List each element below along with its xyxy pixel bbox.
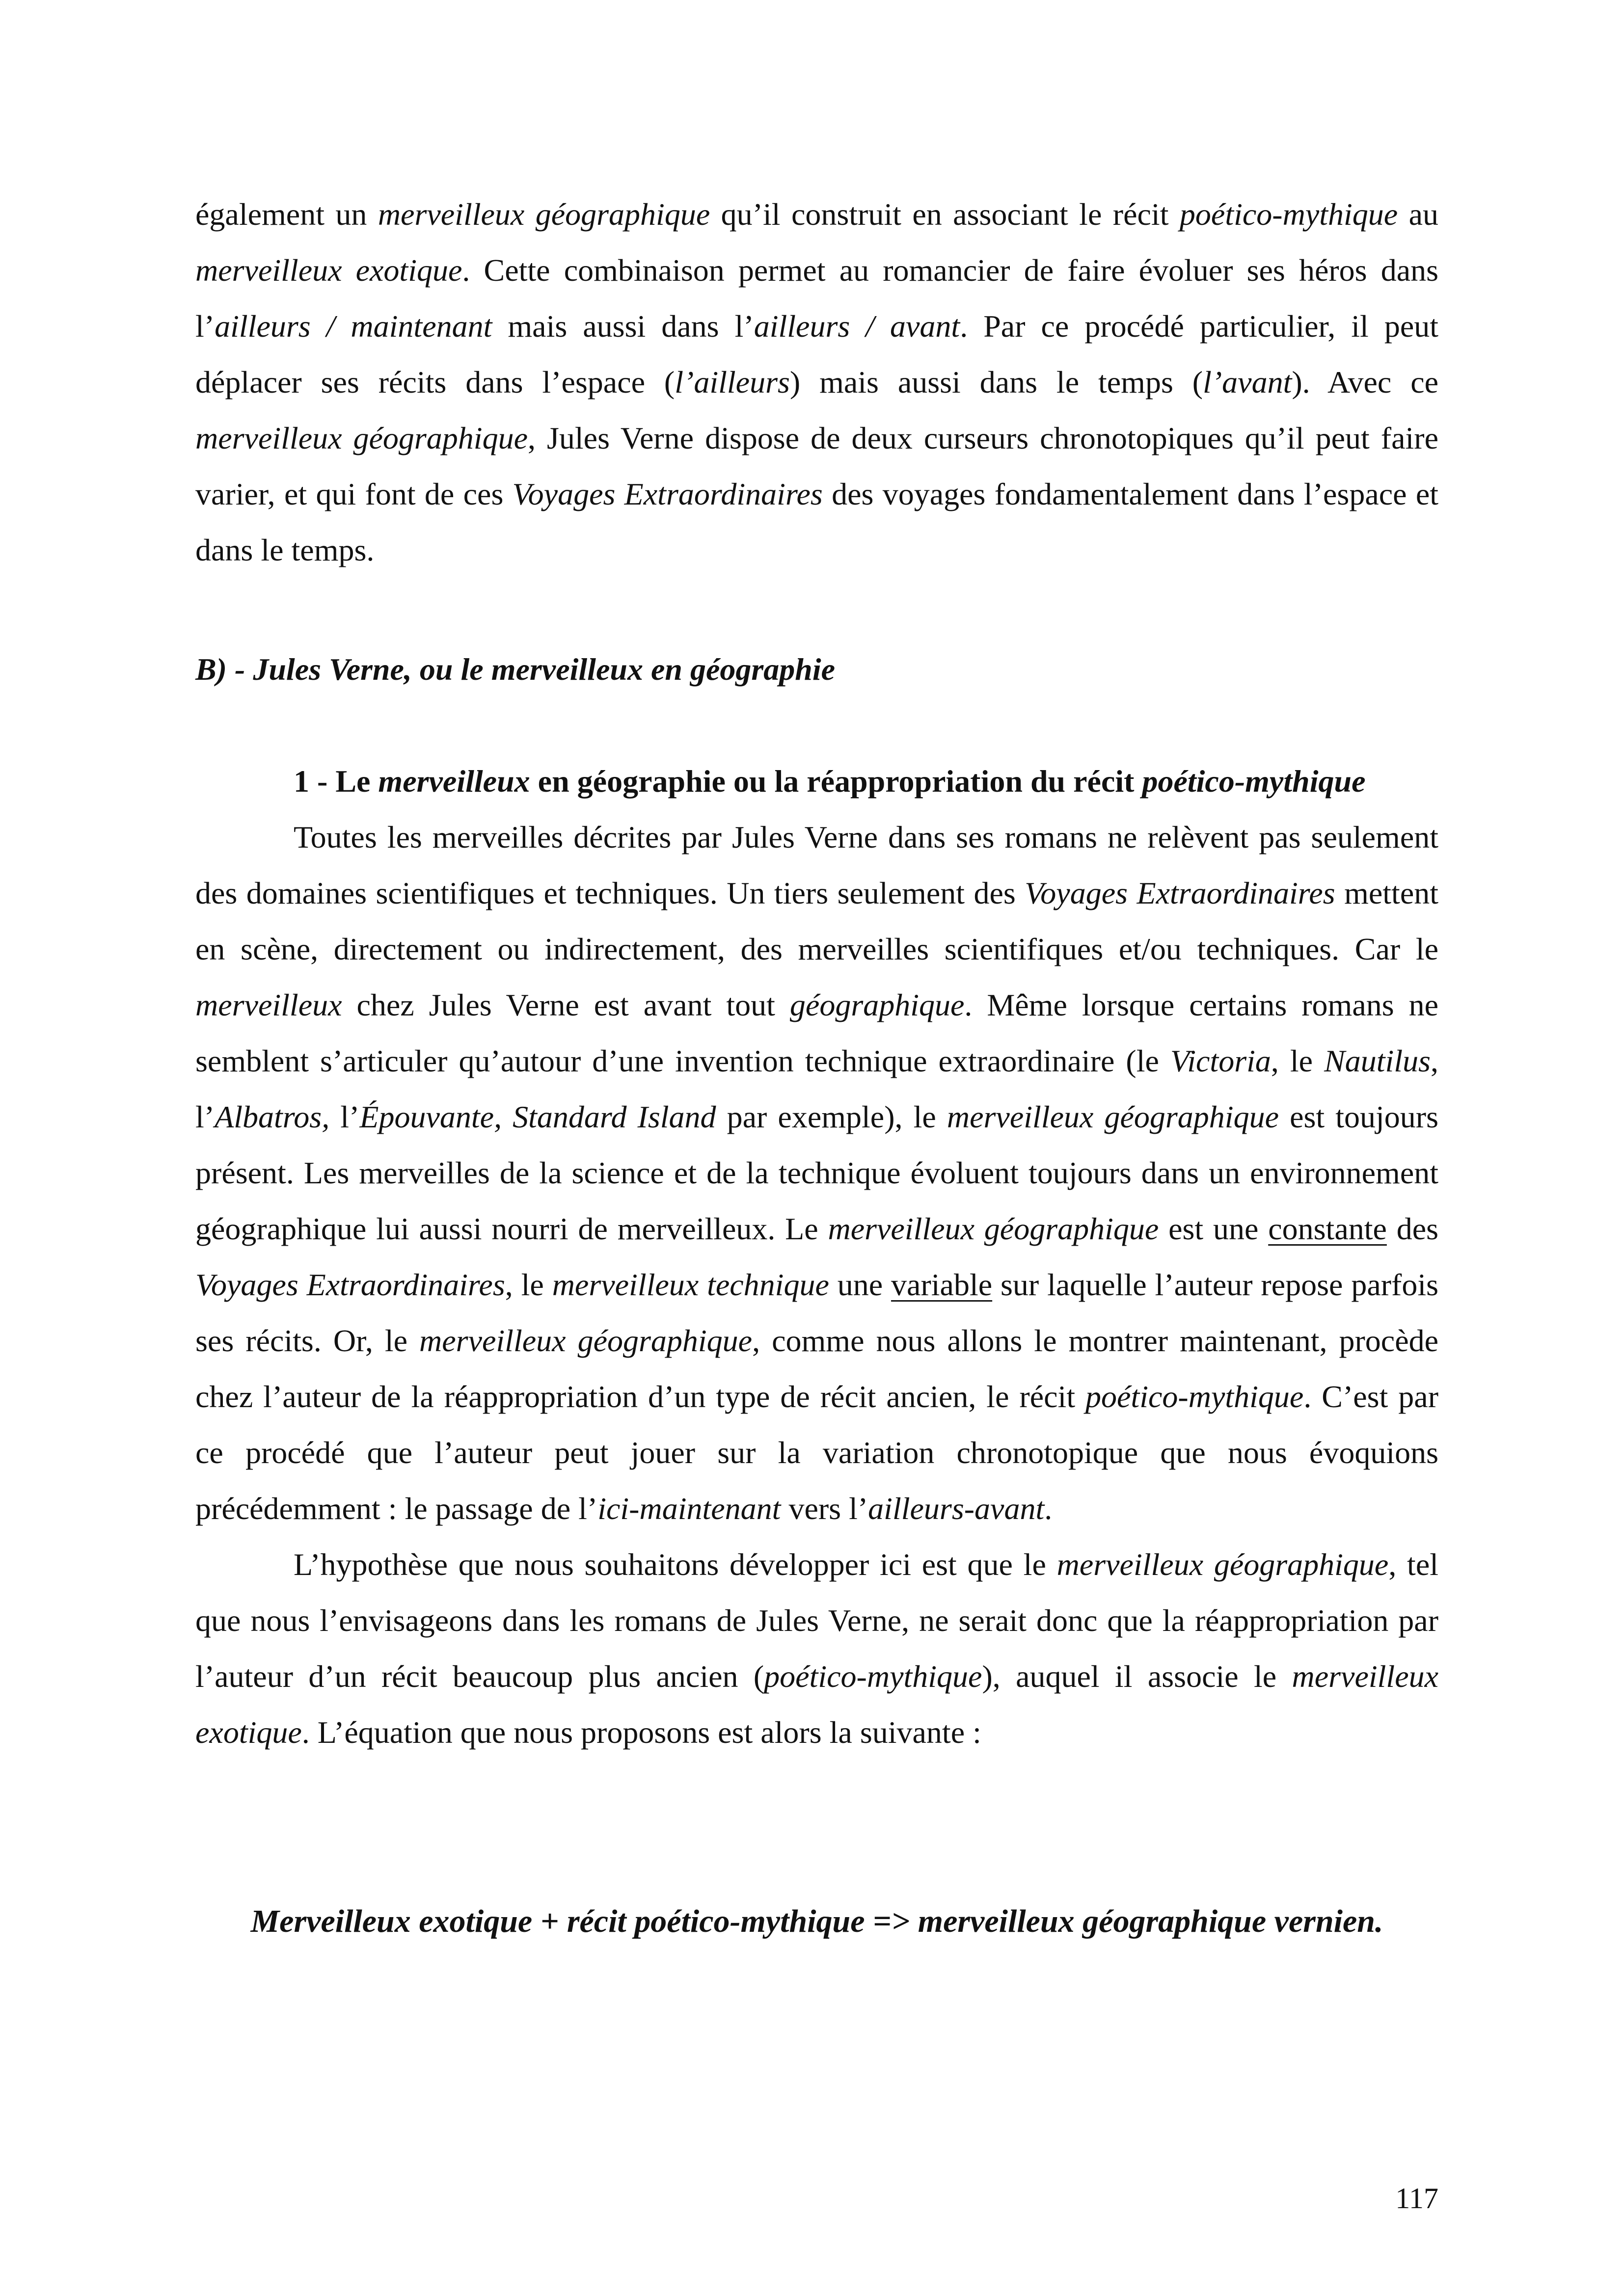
italic-run: poético-mythique: [1085, 1379, 1304, 1414]
body-text-block-2: [195, 809, 1438, 1761]
section-heading: B) - Jules Verne, ou le merveilleux en géographie: [195, 652, 836, 687]
underlined-run: variable: [891, 1267, 993, 1302]
italic-run: géographique: [789, 988, 965, 1022]
underlined-run: constante: [1268, 1211, 1387, 1246]
italic-run: Nautilus: [1324, 1043, 1431, 1078]
italic-run: poético-mythique: [1179, 197, 1398, 232]
equation: Merveilleux exotique + récit poético-mythique => merveilleux géographique vernien.: [250, 1903, 1383, 1939]
paragraph: également un merveilleux géographique qu’il construit en associant le récit poético-mythique au merveilleux exotique. Cette combinaison permet au romancier de faire évoluer ses héros dans l’ailleurs / maintenant mais aussi dans l’ailleurs / avant. Par ce procédé particulier, il peut déplacer ses récits dans l’espace (l’ailleurs) mais aussi dans le temps (l’avant). Avec ce merveilleux géographique, Jules Verne dispose de deux curseurs chronotopiques qu’il peut faire varier, et qui font de ces Voyages Extraordinaires des voyages fondamentalement dans l’espace et dans le temps.: [195, 197, 1439, 567]
italic-run: Voyages Extraordinaires: [195, 1267, 505, 1302]
body-text-block-1: [195, 187, 1438, 578]
italic-run: merveilleux exotique: [195, 1659, 1439, 1750]
page-number: 117: [1395, 2182, 1438, 2215]
italic-run: l’ailleurs: [675, 365, 790, 400]
italic-run: merveilleux exotique: [195, 253, 462, 288]
italic-run: Voyages Extraordinaires: [1025, 876, 1335, 910]
subsection-heading: 1 - Le merveilleux en géographie ou la réappropriation du récit poético-mythique: [294, 764, 1366, 799]
paragraph: L’hypothèse que nous souhaitons développer ici est que le merveilleux géographique, tel que nous l’envisageons dans les romans de Jules Verne, ne serait donc que la réappropriation par l’auteur d’un récit beaucoup plus ancien (poético-mythique), auquel il associe le merveilleux exotique. L’équation que nous proposons est alors la suivante :: [195, 1547, 1439, 1750]
italic-run: merveilleux géographique: [419, 1323, 753, 1358]
italic-run: poético-mythique: [1142, 764, 1366, 799]
italic-run: ailleurs-avant: [868, 1491, 1045, 1526]
italic-run: poético-mythique: [764, 1659, 982, 1694]
italic-run: merveilleux technique: [552, 1267, 829, 1302]
italic-run: merveilleux géographique: [195, 421, 528, 455]
italic-run: ici-maintenant: [597, 1491, 781, 1526]
italic-run: merveilleux: [378, 764, 530, 799]
italic-run: l’avant: [1203, 365, 1292, 400]
italic-run: merveilleux géographique: [378, 197, 710, 232]
italic-run: merveilleux géographique: [1056, 1547, 1389, 1582]
italic-run: Épouvante, Standard Island: [359, 1099, 716, 1134]
italic-run: Voyages Extraordinaires: [512, 477, 823, 511]
italic-run: Albatros,: [215, 1099, 330, 1134]
italic-run: Victoria: [1170, 1043, 1271, 1078]
italic-run: ailleurs / maintenant: [215, 309, 492, 344]
italic-run: merveilleux géographique: [947, 1099, 1279, 1134]
italic-run: ailleurs / avant: [754, 309, 960, 344]
italic-run: merveilleux: [195, 988, 342, 1022]
paragraph: Toutes les merveilles décrites par Jules Verne dans ses romans ne relèvent pas seulement des domaines scientifiques et techniques. Un tiers seulement des Voyages Extraordinaires mettent en scène, directement ou indirectement, des merveilles scientifiques et/ou techniques. Car le merveilleux chez Jules Verne est avant tout géographique. Même lorsque certains romans ne semblent s’articuler qu’autour d’une invention technique extraordinaire (le Victoria, le Nautilus, l’Albatros, l’Épouvante, Standard Island par exemple), le merveilleux géographique est toujours présent. Les merveilles de la science et de la technique évoluent toujours dans un environnement géographique lui aussi nourri de merveilleux. Le merveilleux géographique est une constante des Voyages Extraordinaires, le merveilleux technique une variable sur laquelle l’auteur repose parfois ses récits. Or, le merveilleux géographique, comme nous allons le montrer maintenant, procède chez l’auteur de la réappropriation d’un type de récit ancien, le récit poético-mythique. C’est par ce procédé que l’auteur peut jouer sur la variation chronotopique que nous évoquions précédemment : le passage de l’ici-maintenant vers l’ailleurs-avant.: [195, 820, 1439, 1526]
italic-run: merveilleux géographique: [828, 1211, 1159, 1246]
